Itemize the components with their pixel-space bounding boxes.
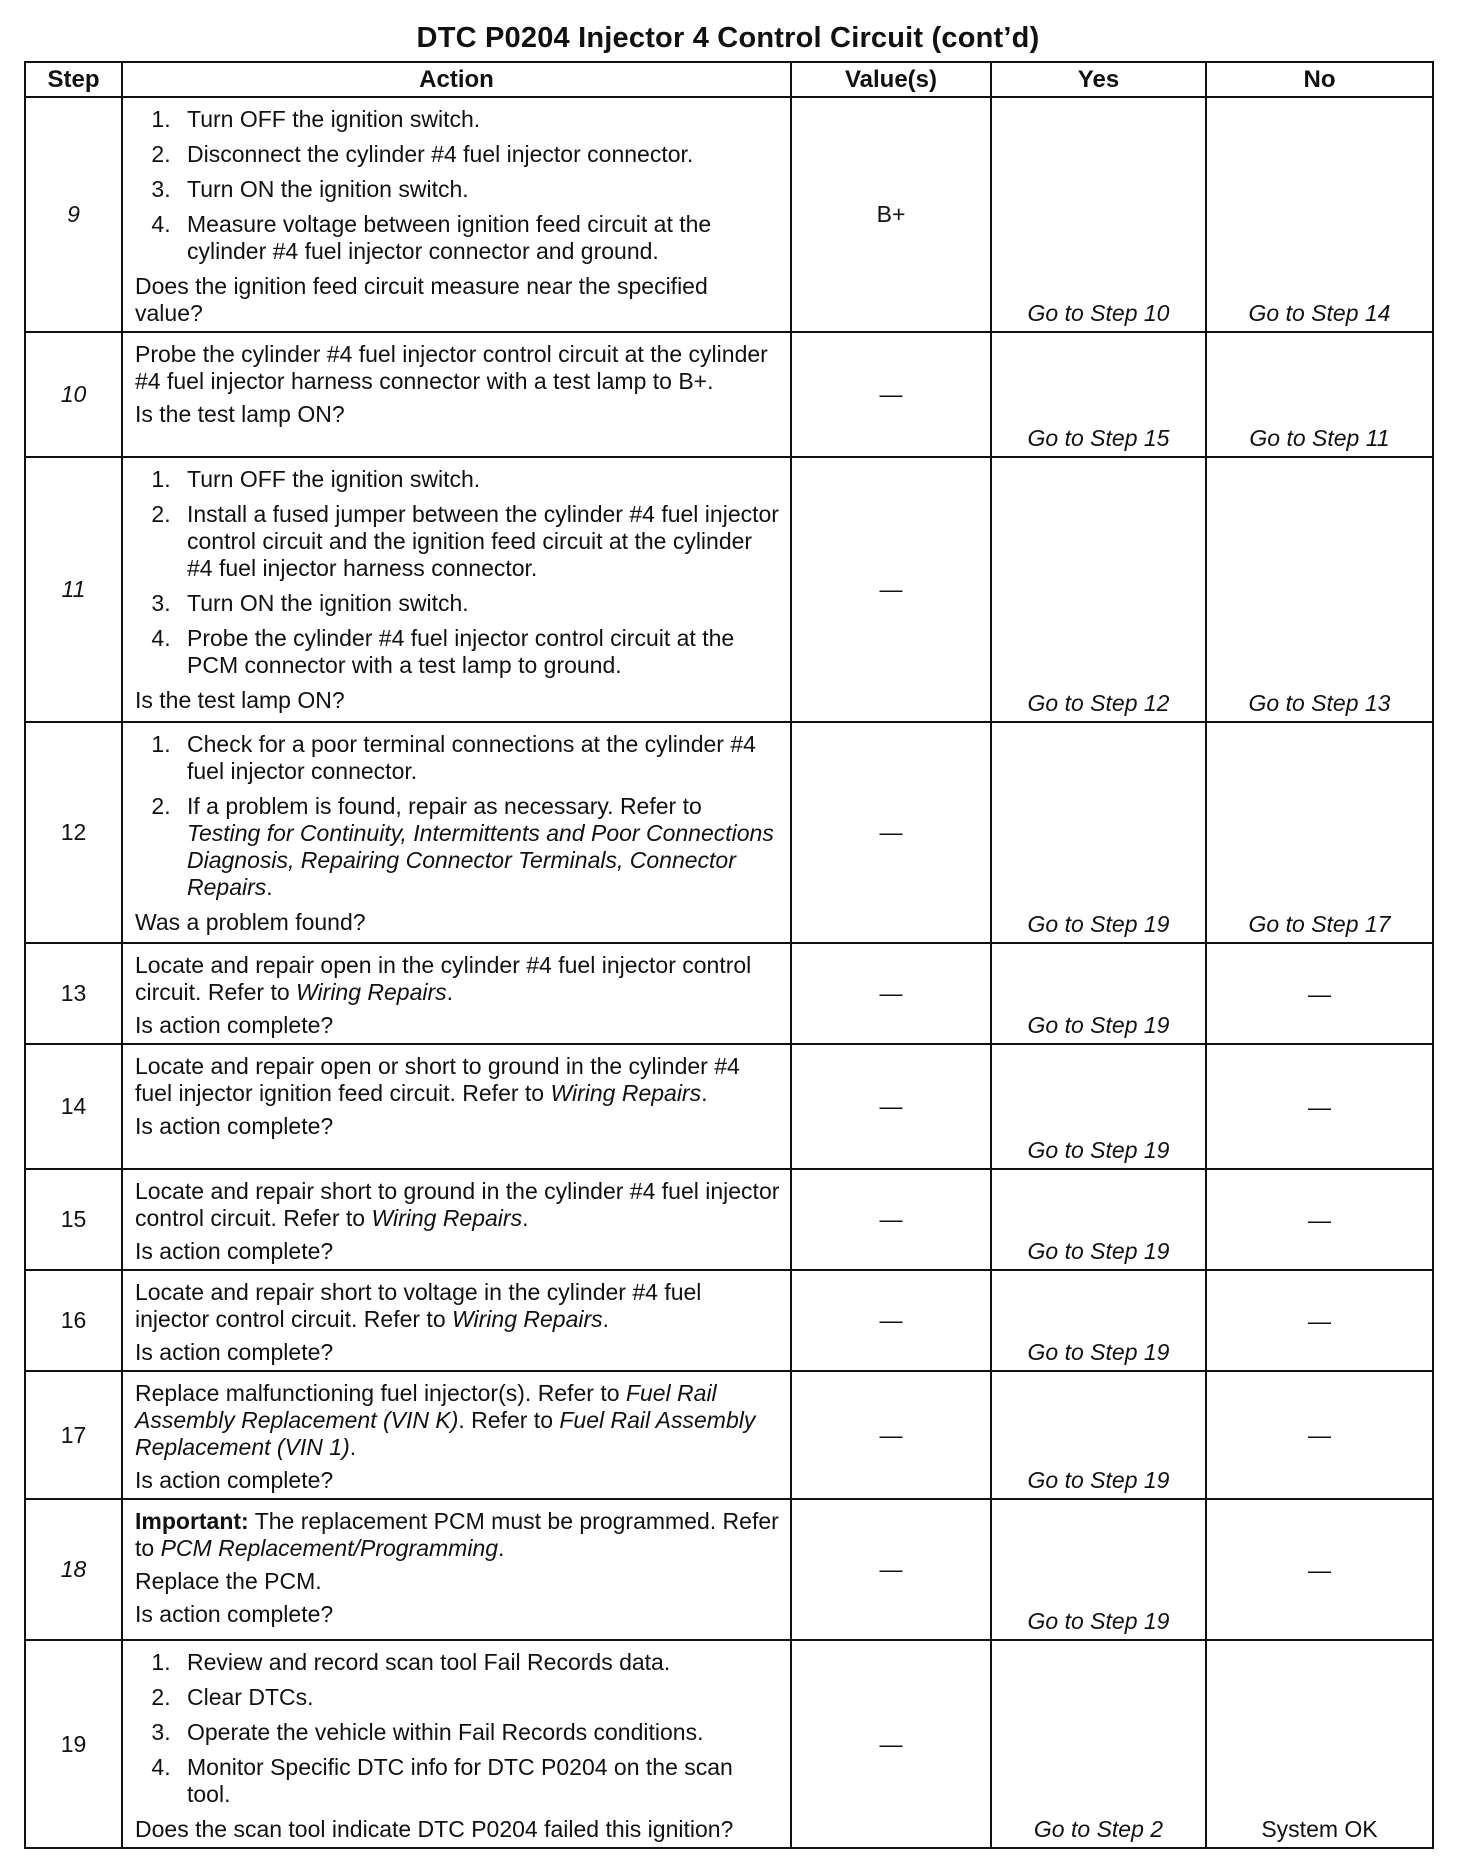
- reference-link[interactable]: Wiring Repairs: [371, 1205, 523, 1231]
- action-cell: [122, 722, 791, 943]
- value-cell: B+: [791, 97, 991, 332]
- no-cell: —: [1206, 1044, 1433, 1169]
- table-row: [25, 1169, 1433, 1270]
- step-number: 10: [25, 332, 122, 457]
- step-number: 13: [25, 943, 122, 1044]
- no-cell: —: [1206, 1169, 1433, 1270]
- header-row: [25, 62, 1433, 97]
- list-item: 4. Probe the cylinder #4 fuel injector control circuit at the PCM connector with a test lamp to ground.: [177, 625, 780, 679]
- action-cell: [122, 97, 791, 332]
- list-item: 3. Turn ON the ignition switch.: [177, 176, 780, 203]
- reference-link[interactable]: Wiring Repairs: [550, 1080, 702, 1106]
- header-values: Value(s): [791, 62, 991, 97]
- yes-cell: Go to Step 19: [991, 1169, 1206, 1270]
- table-row: [25, 1640, 1433, 1848]
- list-item: 4. Measure voltage between ignition feed circuit at the cylinder #4 fuel injector connector and ground.: [177, 211, 780, 265]
- action-text: Locate and repair open in the cylinder #4 fuel injector control circuit. Refer to Wiring Repairs.: [135, 952, 752, 1005]
- step-number: 17: [25, 1371, 122, 1499]
- question: Was a problem found?: [135, 909, 366, 935]
- list-item: 1. Review and record scan tool Fail Records data.: [177, 1649, 780, 1676]
- value-cell: —: [791, 943, 991, 1044]
- table-row: [25, 1499, 1433, 1640]
- reference-link[interactable]: Fuel Rail Assembly Replacement (VIN 1): [135, 1407, 756, 1460]
- value-cell: —: [791, 1044, 991, 1169]
- reference-link[interactable]: PCM Replacement/Programming: [160, 1535, 499, 1561]
- table-row: [25, 97, 1433, 332]
- action-cell: [122, 332, 791, 457]
- yes-cell: Go to Step 19: [991, 1371, 1206, 1499]
- table-row: [25, 1371, 1433, 1499]
- value-cell: —: [791, 722, 991, 943]
- yes-cell: Go to Step 10: [991, 97, 1206, 332]
- action-text: Probe the cylinder #4 fuel injector control circuit at the cylinder #4 fuel injector harness connector with a test lamp to B+.: [135, 341, 768, 394]
- header-no: No: [1206, 62, 1433, 97]
- step-number: 15: [25, 1169, 122, 1270]
- value-cell: —: [791, 457, 991, 722]
- action-text: Locate and repair open or short to ground in the cylinder #4 fuel injector ignition feed circuit. Refer to Wiring Repairs.: [135, 1053, 740, 1106]
- action-cell: [122, 1640, 791, 1848]
- action-text: Locate and repair short to ground in the cylinder #4 fuel injector control circuit. Refer to Wiring Repairs.: [135, 1178, 780, 1231]
- no-cell: Go to Step 17: [1206, 722, 1433, 943]
- important-label: Important:: [135, 1508, 249, 1534]
- table-row: [25, 1270, 1433, 1371]
- question: Is action complete?: [135, 1339, 334, 1365]
- list-item: 1. Turn OFF the ignition switch.: [177, 466, 780, 493]
- table-row: [25, 722, 1433, 943]
- list-item: 2. Clear DTCs.: [177, 1684, 780, 1711]
- reference-link[interactable]: Wiring Repairs: [296, 979, 447, 1005]
- reference-link[interactable]: Wiring Repairs: [452, 1306, 603, 1332]
- instruction: Replace the PCM.: [135, 1568, 322, 1594]
- action-cell: [122, 457, 791, 722]
- list-item: 3. Turn ON the ignition switch.: [177, 590, 780, 617]
- question: Does the ignition feed circuit measure near the specified value?: [135, 273, 708, 326]
- yes-cell: Go to Step 19: [991, 722, 1206, 943]
- no-cell: —: [1206, 1499, 1433, 1640]
- header-yes: Yes: [991, 62, 1206, 97]
- question: Does the scan tool indicate DTC P0204 failed this ignition?: [135, 1816, 734, 1842]
- reference-link[interactable]: Testing for Continuity, Intermittents and Poor Connections Diagnosis, Repairing Connector Terminals, Connector Repairs: [187, 820, 774, 900]
- list-item: [177, 793, 780, 901]
- action-text: Replace malfunctioning fuel injector(s). Refer to Fuel Rail Assembly Replacement (VIN K). Refer to Fuel Rail Assembly Replacement (VIN 1).: [135, 1380, 756, 1460]
- no-cell: Go to Step 13: [1206, 457, 1433, 722]
- header-action: Action: [122, 62, 791, 97]
- no-cell: System OK: [1206, 1640, 1433, 1848]
- value-cell: —: [791, 1640, 991, 1848]
- header-step: Step: [25, 62, 122, 97]
- diagnostic-table: [24, 61, 1434, 1849]
- value-cell: —: [791, 332, 991, 457]
- list-item: 1. Check for a poor terminal connections at the cylinder #4 fuel injector connector.: [177, 731, 780, 785]
- no-cell: —: [1206, 1371, 1433, 1499]
- list-item: 4. Monitor Specific DTC info for DTC P0204 on the scan tool.: [177, 1754, 780, 1808]
- question: Is action complete?: [135, 1238, 334, 1264]
- item-text: .: [266, 874, 273, 900]
- yes-cell: Go to Step 19: [991, 943, 1206, 1044]
- action-cell: [122, 1169, 791, 1270]
- step-number: 12: [25, 722, 122, 943]
- question: Is action complete?: [135, 1012, 334, 1038]
- yes-cell: Go to Step 19: [991, 1044, 1206, 1169]
- item-text: If a problem is found, repair as necessary. Refer to: [187, 793, 702, 819]
- list-item: 3. Operate the vehicle within Fail Records conditions.: [177, 1719, 780, 1746]
- no-cell: Go to Step 14: [1206, 97, 1433, 332]
- important-note: Important: The replacement PCM must be programmed. Refer to PCM Replacement/Programming.: [135, 1508, 779, 1561]
- table-row: [25, 332, 1433, 457]
- value-cell: —: [791, 1371, 991, 1499]
- yes-cell: Go to Step 19: [991, 1499, 1206, 1640]
- reference-link[interactable]: Fuel Rail Assembly Replacement (VIN K): [135, 1380, 717, 1433]
- action-cell: [122, 1044, 791, 1169]
- no-cell: —: [1206, 1270, 1433, 1371]
- yes-cell: Go to Step 2: [991, 1640, 1206, 1848]
- table-row: [25, 943, 1433, 1044]
- page-title: DTC P0204 Injector 4 Control Circuit (cont’d): [416, 22, 1040, 54]
- step-number: 11: [25, 457, 122, 722]
- action-cell: [122, 1499, 791, 1640]
- list-item: 2. Disconnect the cylinder #4 fuel injector connector.: [177, 141, 780, 168]
- question: Is the test lamp ON?: [135, 687, 345, 713]
- no-cell: Go to Step 11: [1206, 332, 1433, 457]
- step-number: 9: [25, 97, 122, 332]
- action-cell: [122, 1270, 791, 1371]
- question: Is action complete?: [135, 1601, 334, 1627]
- question: Is action complete?: [135, 1113, 334, 1139]
- question: Is action complete?: [135, 1467, 334, 1493]
- value-cell: —: [791, 1270, 991, 1371]
- step-number: 16: [25, 1270, 122, 1371]
- yes-cell: Go to Step 19: [991, 1270, 1206, 1371]
- list-item: 2. Install a fused jumper between the cylinder #4 fuel injector control circuit and the ignition feed circuit at the cylinder #4 fuel injector harness connector.: [177, 501, 780, 582]
- table-row: [25, 1044, 1433, 1169]
- step-number: 19: [25, 1640, 122, 1848]
- step-number: 18: [25, 1499, 122, 1640]
- table-row: [25, 457, 1433, 722]
- yes-cell: Go to Step 12: [991, 457, 1206, 722]
- list-item: 1. Turn OFF the ignition switch.: [177, 106, 780, 133]
- action-text: Locate and repair short to voltage in the cylinder #4 fuel injector control circuit. Refer to Wiring Repairs.: [135, 1279, 702, 1332]
- value-cell: —: [791, 1499, 991, 1640]
- yes-cell: Go to Step 15: [991, 332, 1206, 457]
- no-cell: —: [1206, 943, 1433, 1044]
- value-cell: —: [791, 1169, 991, 1270]
- step-number: 14: [25, 1044, 122, 1169]
- action-cell: [122, 943, 791, 1044]
- action-cell: [122, 1371, 791, 1499]
- question: Is the test lamp ON?: [135, 401, 345, 427]
